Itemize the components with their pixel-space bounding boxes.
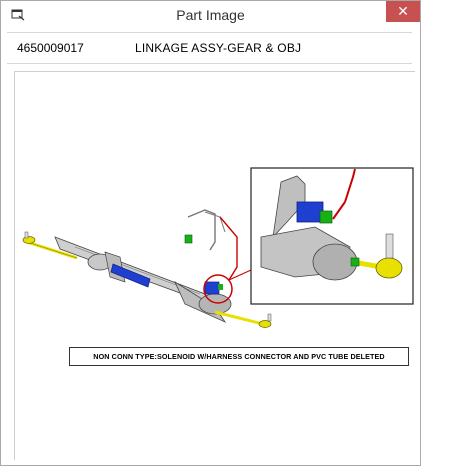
- window-title: Part Image: [176, 7, 245, 23]
- part-description: LINKAGE ASSY-GEAR & OBJ: [135, 41, 302, 55]
- steering-linkage-illustration: [15, 72, 415, 460]
- valve-body: [205, 282, 219, 294]
- title-bar: [1, 1, 420, 29]
- detail-inset: [251, 168, 413, 304]
- diagram-note: NON CONN TYPE:SOLENOID W/HARNESS CONNECTOR AND PVC TUBE DELETED: [69, 347, 409, 366]
- close-button[interactable]: ✕: [386, 1, 420, 22]
- part-header: [7, 32, 412, 64]
- upper-pipe: [188, 210, 215, 250]
- red-tube: [220, 217, 237, 280]
- valve-fitting: [218, 284, 223, 290]
- upper-fitting: [185, 235, 192, 243]
- part-diagram: [14, 71, 415, 460]
- part-number: 4650009017: [17, 41, 84, 55]
